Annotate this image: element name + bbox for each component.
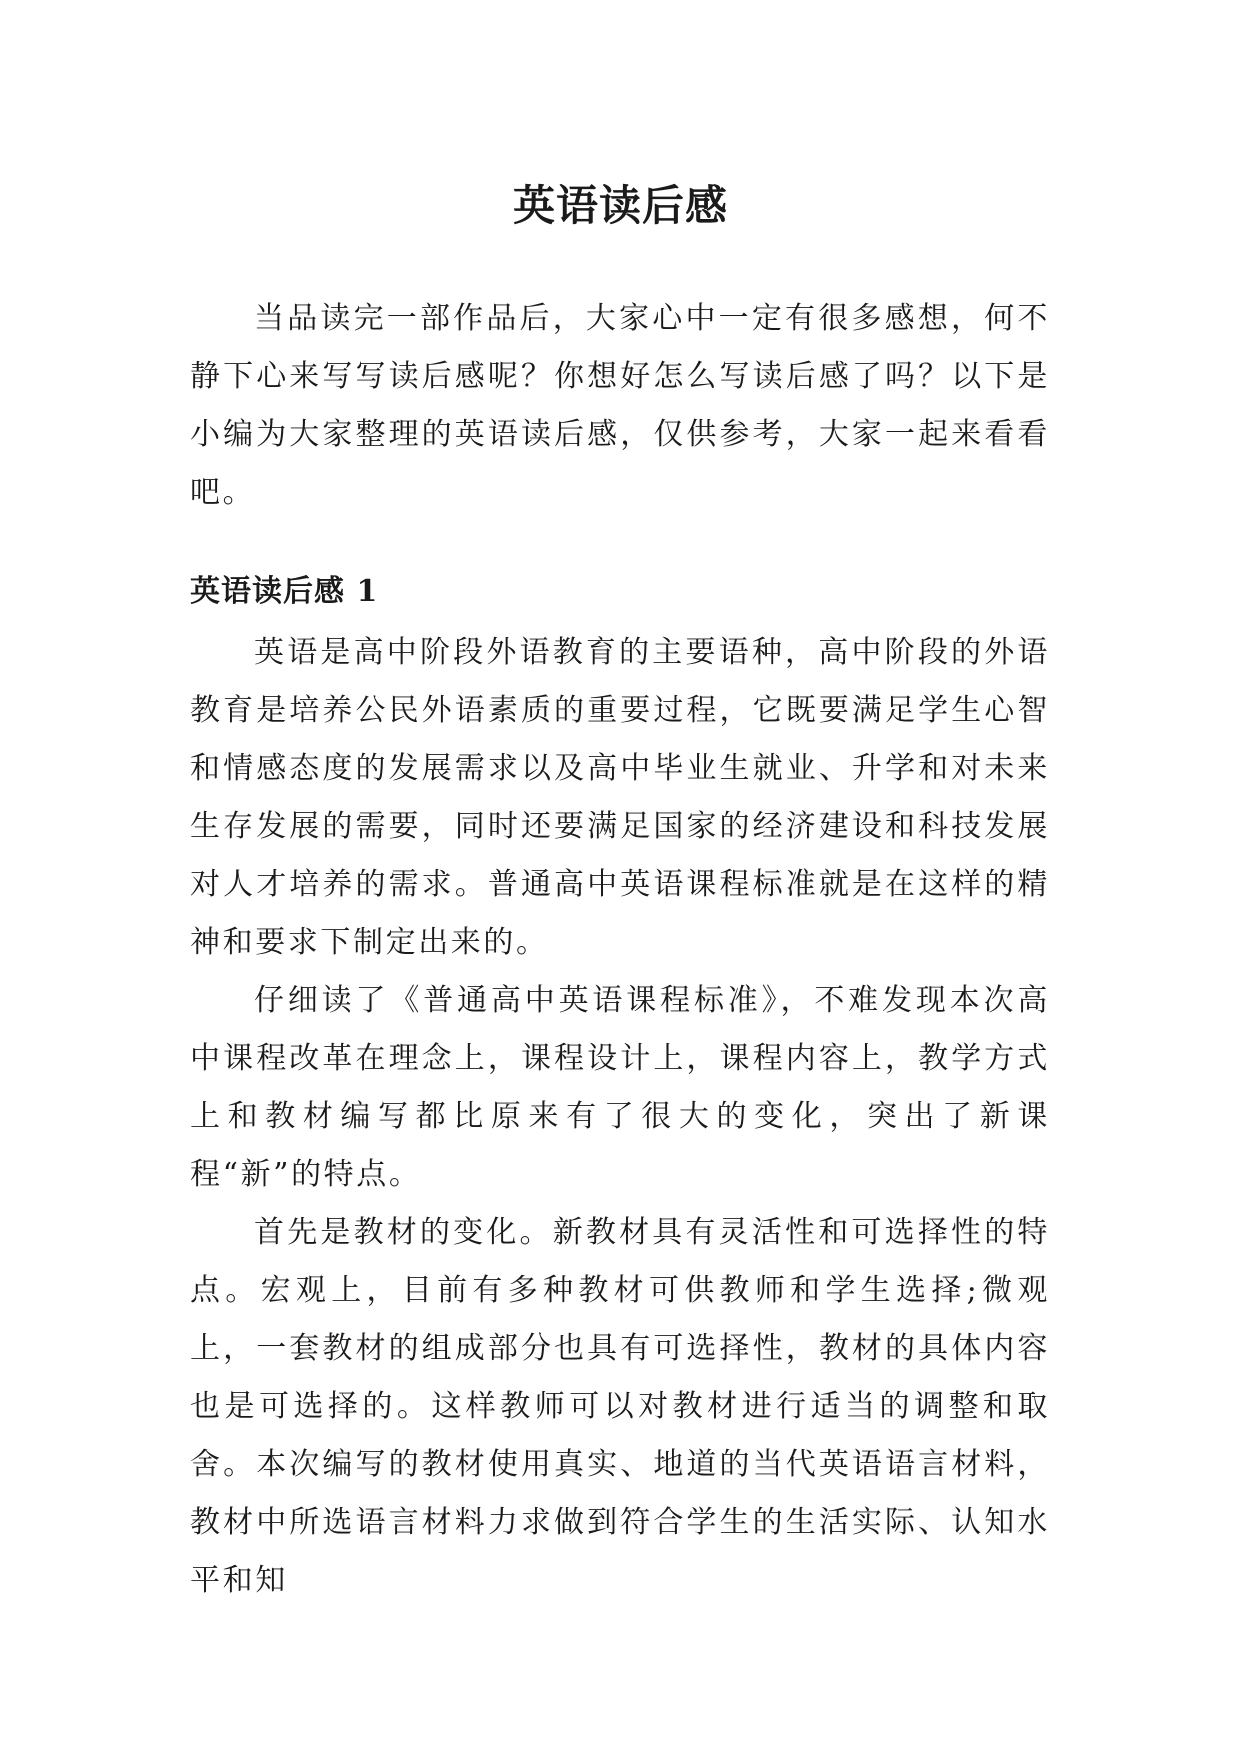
body-paragraph-2: 仔细读了《普通高中英语课程标准》，不难发现本次高中课程改革在理念上，课程设计上，课程内容上，教学方式上和教材编写都比原来有了很大的变化，突出了新课程“新”的特点。 — [190, 983, 1050, 1192]
document-body — [190, 290, 1050, 1610]
section-heading: 英语读后感 1 — [190, 574, 379, 609]
body-paragraph-3: 首先是教材的变化。新教材具有灵活性和可选择性的特点。宏观上，目前有多种教材可供教师和学生选择;微观上，一套教材的组成部分也具有可选择性，教材的具体内容也是可选择的。这样教师可以对教材进行适当的调整和取舍。本次编写的教材使用真实、地道的当代英语语言材料，教材中所选语言材料力求做到符合学生的生活实际、认知水平和知 — [190, 1215, 1050, 1598]
intro-paragraph: 当品读完一部作品后，大家心中一定有很多感想，何不静下心来写写读后感呢？你想好怎么写读后感了吗？以下是小编为大家整理的英语读后感，仅供参考，大家一起来看看吧。 — [190, 301, 1050, 510]
body-paragraph-1: 英语是高中阶段外语教育的主要语种，高中阶段的外语教育是培养公民外语素质的重要过程，它既要满足学生心智和情感态度的发展需求以及高中毕业生就业、升学和对未来生存发展的需要，同时还要满足国家的经济建设和科技发展对人才培养的需求。普通高中英语课程标准就是在这样的精神和要求下制定出来的。 — [190, 635, 1050, 960]
document-title: 英语读后感 — [512, 181, 728, 231]
